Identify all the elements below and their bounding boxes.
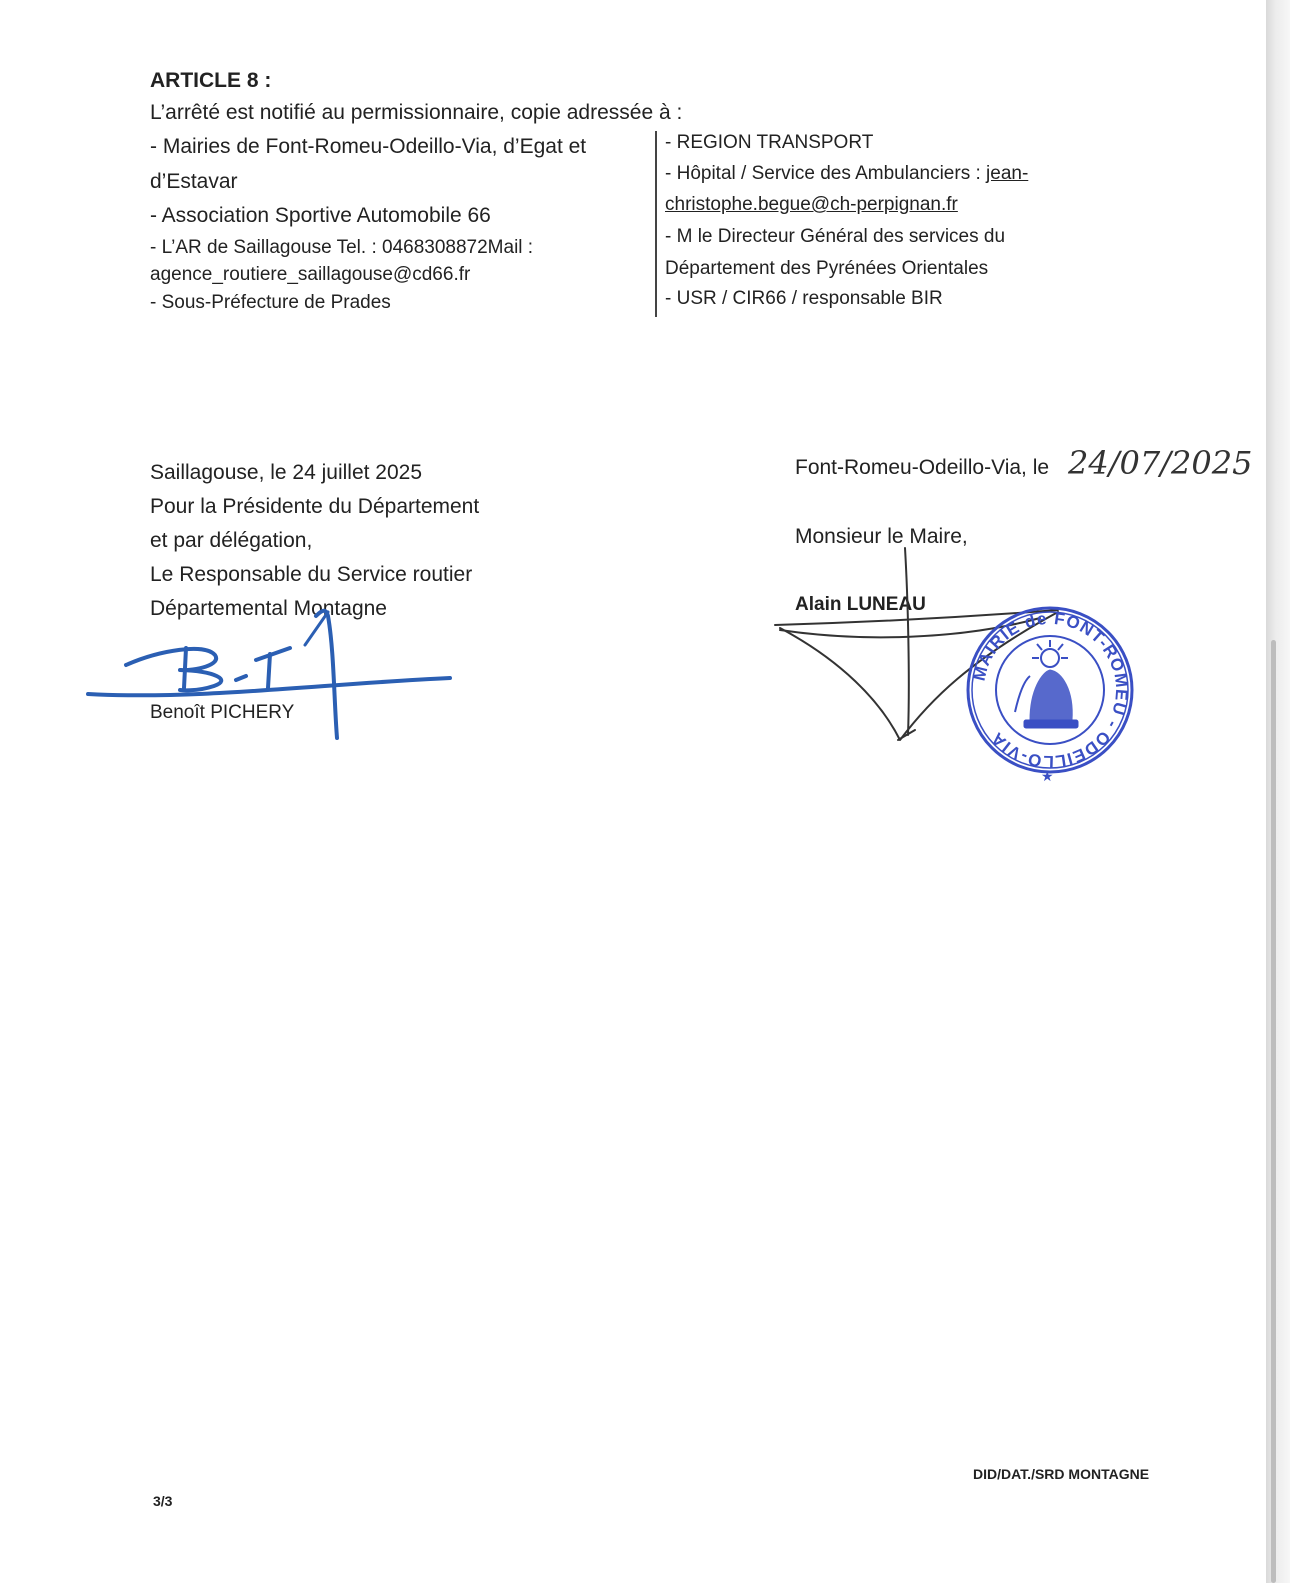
page-number: 3/3 [153,1493,173,1509]
left-signatory-line-1: Pour la Présidente du Département [150,495,480,518]
stamp-emblem-icon [1015,640,1078,728]
article-heading: ARTICLE 8 : [150,69,272,92]
recipient-left-3: - Association Sportive Automobile 66 [150,204,491,227]
article-intro: L’arrêté est notifié au permissionnaire, copie adressée à : [150,101,683,124]
left-place-date: Saillagouse, le 24 juillet 2025 [150,461,423,484]
hospital-email-link-part1[interactable]: jean- [986,163,1029,184]
hospital-label: - Hôpital / Service des Ambulanciers : [665,163,987,184]
recipient-left-1: - Mairies de Font-Romeu-Odeillo-Via, d’Egat et [150,135,587,158]
hospital-email-link-part2[interactable]: christophe.begue@ch-perpignan.fr [665,194,958,215]
recipient-right-director-2: Département des Pyrénées Orientales [665,258,989,279]
right-signatory-title: Monsieur le Maire, [795,525,968,548]
recipient-right-usr: - USR / CIR66 / responsable BIR [665,288,943,309]
recipient-right-director-1: - M le Directeur Général des services du [665,226,1006,247]
left-signature [88,611,450,738]
stamp-text: MAIRIE de FONT-ROMEU - ODEILLO-VIA [969,608,1132,772]
recipient-left-4: - L’AR de Saillagouse Tel. : 0468308872Mail : [150,237,534,258]
handwritten-date: 24/07/2025 [1068,444,1253,482]
left-signatory-line-4: Départemental Montagne [150,597,387,620]
recipient-left-5: agence_routiere_saillagouse@cd66.fr [150,264,471,285]
recipient-left-2: d’Estavar [150,170,238,193]
left-signatory-line-2: et par délégation, [150,529,313,552]
left-signatory-line-3: Le Responsable du Service routier [150,563,473,586]
footer-reference: DID/DAT./SRD MONTAGNE [973,1466,1150,1482]
recipient-left-6: - Sous-Préfecture de Prades [150,292,391,313]
recipient-right-region: - REGION TRANSPORT [665,132,874,153]
stamp-star-icon: ★ [1041,768,1054,784]
left-signatory-name: Benoît PICHERY [150,702,295,723]
mairie-stamp [968,608,1132,784]
right-signatory-name: Alain LUNEAU [795,594,926,615]
right-place-date: Font-Romeu-Odeillo-Via, le [795,456,1050,479]
